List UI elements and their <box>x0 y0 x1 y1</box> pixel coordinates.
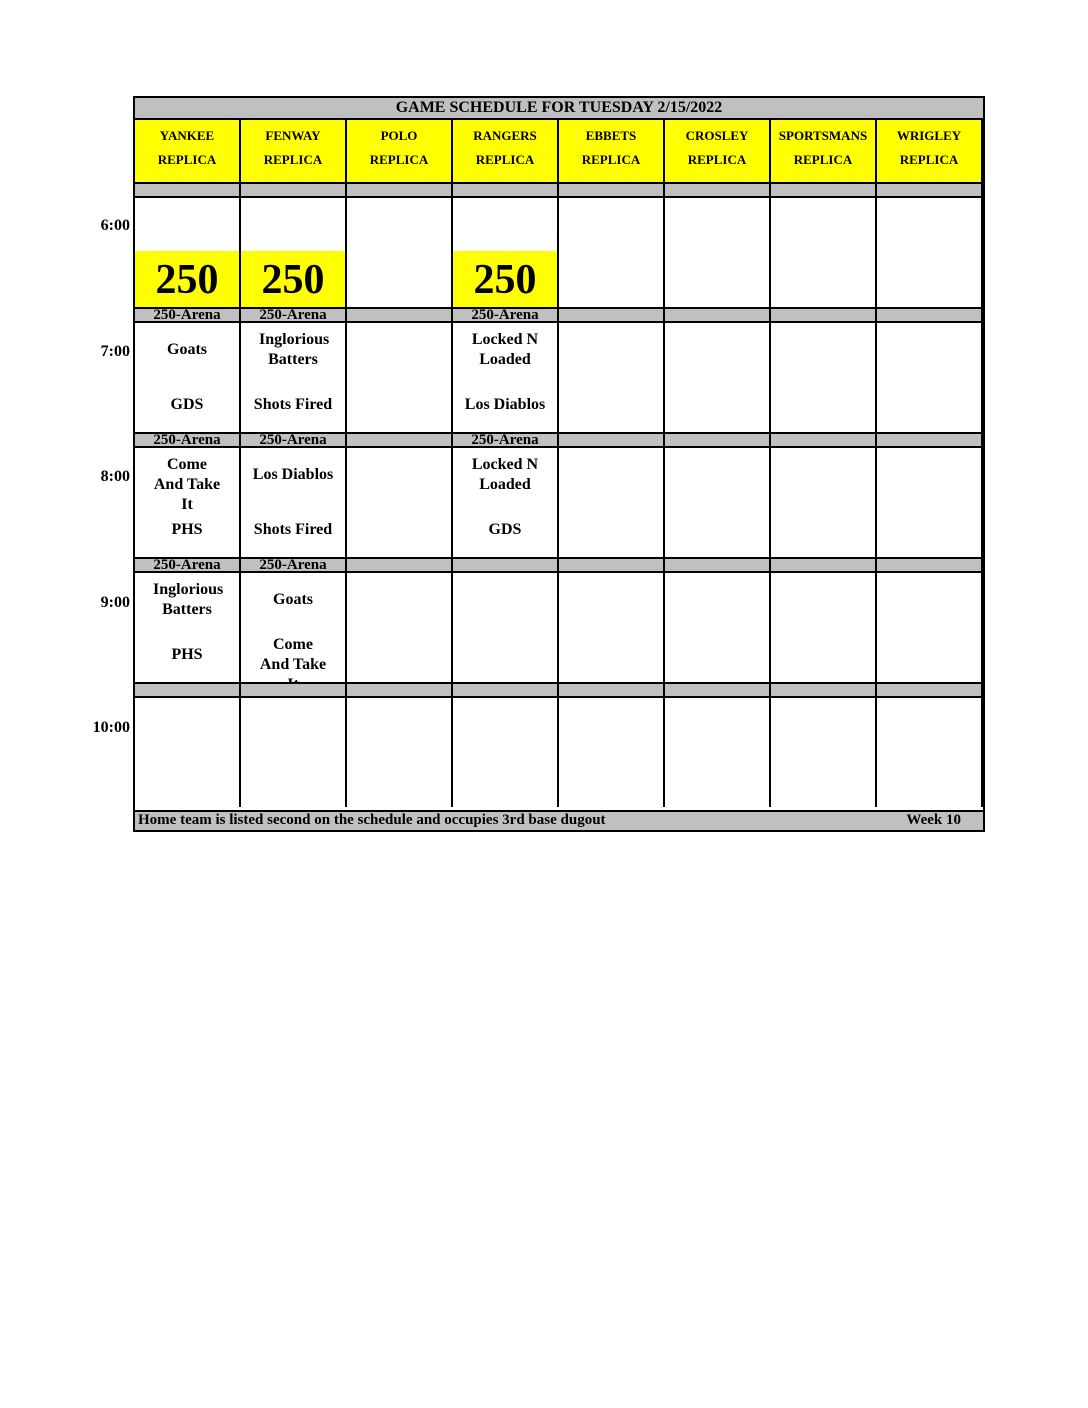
home-team: Shots Fired <box>253 396 333 413</box>
division-band <box>453 182 559 198</box>
game-cell <box>771 323 877 432</box>
field-subtitle: REPLICA <box>369 152 429 167</box>
game-cell <box>453 573 559 682</box>
home-team: Shots Fired <box>253 521 333 538</box>
division-band: 250-Arena <box>453 307 559 323</box>
home-team: PHS <box>171 646 203 663</box>
field-subtitle: REPLICA <box>899 152 959 167</box>
away-team: Locked N Loaded <box>471 331 539 368</box>
game-cell <box>241 323 347 432</box>
time-label: 8:00 <box>100 468 130 485</box>
game-cell <box>347 323 453 432</box>
field-header <box>241 120 347 182</box>
field-subtitle: REPLICA <box>263 152 323 167</box>
game-cell <box>241 698 347 807</box>
away-team: Inglorious Batters <box>259 331 330 368</box>
game-cell <box>877 573 983 682</box>
game-cell <box>453 323 559 432</box>
game-cell <box>559 198 665 307</box>
division-band: 250-Arena <box>135 307 241 323</box>
game-cell <box>665 573 771 682</box>
division-band <box>665 557 771 573</box>
away-team: Come And Take It <box>153 456 221 513</box>
game-cell <box>559 698 665 807</box>
field-subtitle: REPLICA <box>475 152 535 167</box>
division-number: 250 <box>135 251 239 307</box>
game-cell <box>453 448 559 557</box>
game-cell <box>877 198 983 307</box>
division-band: 250-Arena <box>135 432 241 448</box>
division-band <box>347 182 453 198</box>
field-header <box>135 120 241 182</box>
field-name: RANGERS <box>473 128 537 143</box>
game-cell <box>771 573 877 682</box>
home-team: GDS <box>170 396 204 413</box>
game-cell <box>241 198 347 307</box>
field-name: EBBETS <box>585 128 637 143</box>
division-band: 250-Arena <box>241 307 347 323</box>
game-cell <box>665 448 771 557</box>
game-cell <box>241 448 347 557</box>
division-band <box>877 182 983 198</box>
division-band <box>135 182 241 198</box>
field-name: POLO <box>380 128 418 143</box>
division-number: 250 <box>453 251 557 307</box>
home-team: PHS <box>171 521 203 538</box>
division-band: 250-Arena <box>241 432 347 448</box>
division-band <box>241 682 347 698</box>
division-band <box>665 682 771 698</box>
field-subtitle: REPLICA <box>581 152 641 167</box>
division-band <box>347 557 453 573</box>
away-team: Locked N Loaded <box>471 456 539 493</box>
game-cell <box>771 698 877 807</box>
game-cell <box>135 323 241 432</box>
home-team: Los Diablos <box>464 396 546 413</box>
field-name: FENWAY <box>265 128 321 143</box>
division-band <box>559 182 665 198</box>
field-header <box>771 120 877 182</box>
division-band <box>877 307 983 323</box>
field-name: SPORTSMANS <box>778 128 868 143</box>
division-band <box>347 432 453 448</box>
division-band <box>877 432 983 448</box>
division-band: 250-Arena <box>453 432 559 448</box>
division-band <box>771 432 877 448</box>
time-label: 9:00 <box>100 594 130 611</box>
game-cell <box>771 448 877 557</box>
footer-note: Home team is listed second on the schedule and occupies 3rd base dugout <box>138 812 606 828</box>
away-team: Los Diablos <box>252 466 334 483</box>
game-cell <box>665 323 771 432</box>
game-cell <box>453 198 559 307</box>
field-name: WRIGLEY <box>896 128 962 143</box>
game-cell <box>135 198 241 307</box>
game-cell <box>665 698 771 807</box>
division-band <box>665 432 771 448</box>
division-band <box>559 557 665 573</box>
game-cell <box>347 573 453 682</box>
home-team: GDS <box>488 521 522 538</box>
division-band <box>559 307 665 323</box>
division-band <box>877 557 983 573</box>
division-band: 250-Arena <box>241 557 347 573</box>
division-band <box>665 182 771 198</box>
field-subtitle: REPLICA <box>687 152 747 167</box>
division-band <box>771 307 877 323</box>
division-number: 250 <box>241 251 345 307</box>
field-header <box>453 120 559 182</box>
division-band <box>453 682 559 698</box>
schedule-sheet <box>133 96 985 832</box>
away-team: Goats <box>167 341 207 358</box>
game-cell <box>347 448 453 557</box>
game-cell <box>665 198 771 307</box>
time-label: 6:00 <box>100 217 130 234</box>
field-subtitle: REPLICA <box>793 152 853 167</box>
division-band <box>877 682 983 698</box>
division-band: 250-Arena <box>135 557 241 573</box>
game-cell <box>347 698 453 807</box>
game-cell <box>877 448 983 557</box>
field-header <box>665 120 771 182</box>
field-name: YANKEE <box>159 128 215 143</box>
home-team: Come And Take <box>259 636 327 673</box>
away-team: Goats <box>273 591 313 608</box>
game-cell <box>559 323 665 432</box>
game-cell <box>877 698 983 807</box>
division-band <box>771 182 877 198</box>
division-band <box>347 682 453 698</box>
game-cell <box>559 448 665 557</box>
away-team: Inglorious Batters <box>153 581 224 618</box>
field-name: CROSLEY <box>685 128 749 143</box>
division-band <box>135 682 241 698</box>
time-label: 7:00 <box>100 343 130 360</box>
game-cell <box>135 698 241 807</box>
game-cell <box>559 573 665 682</box>
game-cell <box>347 198 453 307</box>
field-header <box>877 120 983 182</box>
schedule-title: GAME SCHEDULE FOR TUESDAY 2/15/2022 <box>135 98 983 120</box>
time-label: 10:00 <box>92 719 130 736</box>
division-band <box>453 557 559 573</box>
game-cell <box>135 573 241 682</box>
division-band <box>771 682 877 698</box>
field-header <box>347 120 453 182</box>
footer-bar <box>135 810 983 830</box>
game-cell <box>241 573 347 682</box>
game-cell <box>877 323 983 432</box>
game-cell <box>771 198 877 307</box>
field-subtitle: REPLICA <box>157 152 217 167</box>
game-cell <box>135 448 241 557</box>
division-band <box>559 682 665 698</box>
field-header <box>559 120 665 182</box>
division-band <box>665 307 771 323</box>
division-band <box>771 557 877 573</box>
week-label: Week 10 <box>906 812 961 828</box>
game-cell <box>453 698 559 807</box>
division-band <box>559 432 665 448</box>
division-band <box>241 182 347 198</box>
division-band <box>347 307 453 323</box>
